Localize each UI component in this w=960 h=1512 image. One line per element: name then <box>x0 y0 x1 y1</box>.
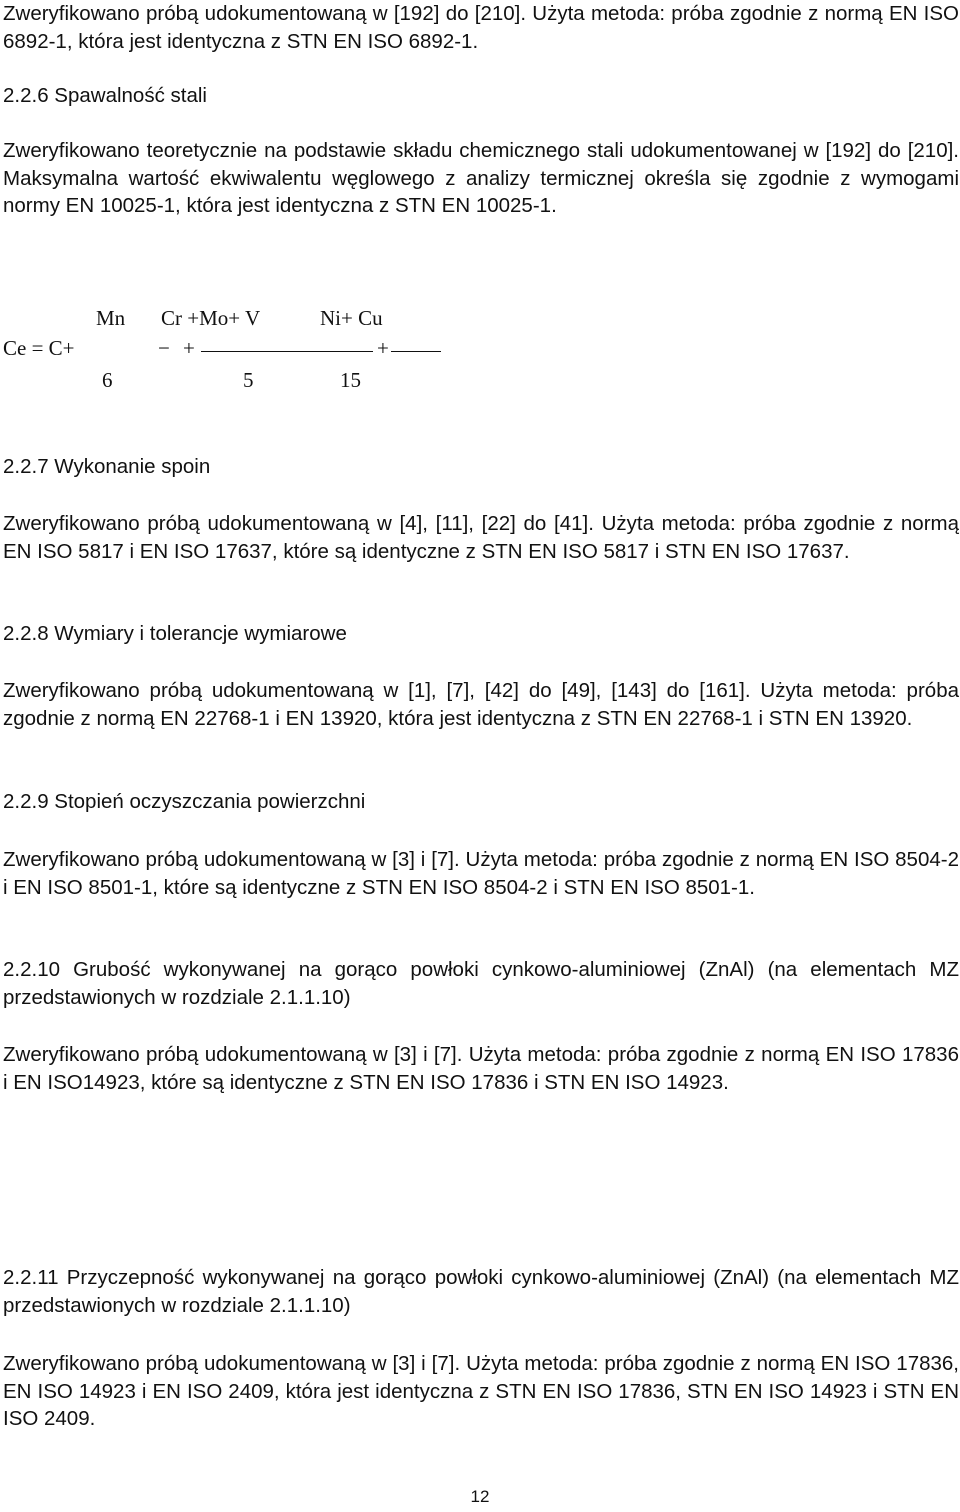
fraction-bar-3 <box>391 351 441 352</box>
heading-2-2-10: 2.2.10 Grubość wykonywanej na gorąco powłoki cynkowo-aluminiowej (ZnAl) (na elementach MZ przedstawionych w rozdziale 2.1.1.10) <box>3 958 959 1009</box>
paragraph-2-2-8: Zweryfikowano próbą udokumentowaną w [1], [7], [42] do [49], [143] do [161]. Użyta metoda: próba zgodnie z normą EN 22768-1 i EN 13920, która jest identyczna z STN EN 22768-1 i STN EN 13920. <box>3 679 959 730</box>
page-number: 12 <box>470 1487 490 1506</box>
formula-numerator-ni-cu: Ni+ Cu <box>320 306 383 330</box>
carbon-equivalent-formula <box>3 302 443 402</box>
heading-2-2-11: 2.2.11 Przyczepność wykonywanej na gorąco powłoki cynkowo-aluminiowej (ZnAl) (na elementach MZ przedstawionych w rozdziale 2.1.1.10) <box>3 1266 959 1317</box>
paragraph-2-2-7: Zweryfikowano próbą udokumentowaną w [4], [11], [22] do [41]. Użyta metoda: próba zgodnie z normą EN ISO 5817 i EN ISO 17637, które są identyczne z STN EN ISO 5817 i STN EN ISO 17637. <box>3 512 959 563</box>
formula-numerator-mn: Mn <box>96 306 126 330</box>
heading-2-2-7: 2.2.7 Wykonanie spoin <box>3 455 211 478</box>
formula-denominator-15: 15 <box>340 368 361 392</box>
formula-operator-2: + <box>183 336 195 360</box>
formula-operator-1: − <box>158 336 170 360</box>
paragraph-2-2-9: Zweryfikowano próbą udokumentowaną w [3] i [7]. Użyta metoda: próba zgodnie z normą EN ISO 8504-2 i EN ISO 8501-1, które są identyczne z STN EN ISO 8504-2 i STN EN ISO 8501-1. <box>3 848 959 899</box>
paragraph-2-2-6: Zweryfikowano teoretycznie na podstawie składu chemicznego stali udokumentowanej w [192] do [210]. Maksymalna wartość ekwiwalentu węglowego z analizy termicznej określa się zgodnie z wymogami normy EN 10025-1, która jest identyczna z STN EN 10025-1. <box>3 139 959 217</box>
fraction-bar-2 <box>201 351 373 352</box>
paragraph-2-2-11: Zweryfikowano próbą udokumentowaną w [3] i [7]. Użyta metoda: próba zgodnie z normą EN ISO 17836, EN ISO 14923 i EN ISO 2409, która jest identyczna z STN EN ISO 17836, STN EN ISO 14923 i STN EN ISO 2409. <box>3 1352 959 1430</box>
formula-lhs: Ce = C+ <box>3 336 75 360</box>
formula-denominator-6: 6 <box>102 368 113 392</box>
formula-denominator-5: 5 <box>243 368 254 392</box>
paragraph-intro: Zweryfikowano próbą udokumentowaną w [192] do [210]. Użyta metoda: próba zgodnie z normą EN ISO 6892-1, która jest identyczna z STN EN ISO 6892-1. <box>3 2 959 53</box>
formula-numerator-cr-mo-v: Cr +Mo+ V <box>161 306 261 330</box>
heading-2-2-9: 2.2.9 Stopień oczyszczania powierzchni <box>3 790 366 813</box>
heading-2-2-8: 2.2.8 Wymiary i tolerancje wymiarowe <box>3 622 347 645</box>
heading-2-2-6: 2.2.6 Spawalność stali <box>3 84 207 107</box>
formula-operator-3: + <box>377 336 389 360</box>
paragraph-2-2-10: Zweryfikowano próbą udokumentowaną w [3] i [7]. Użyta metoda: próba zgodnie z normą EN ISO 17836 i EN ISO14923, które są identyczne z STN EN ISO 17836 i STN EN ISO 14923. <box>3 1043 959 1094</box>
